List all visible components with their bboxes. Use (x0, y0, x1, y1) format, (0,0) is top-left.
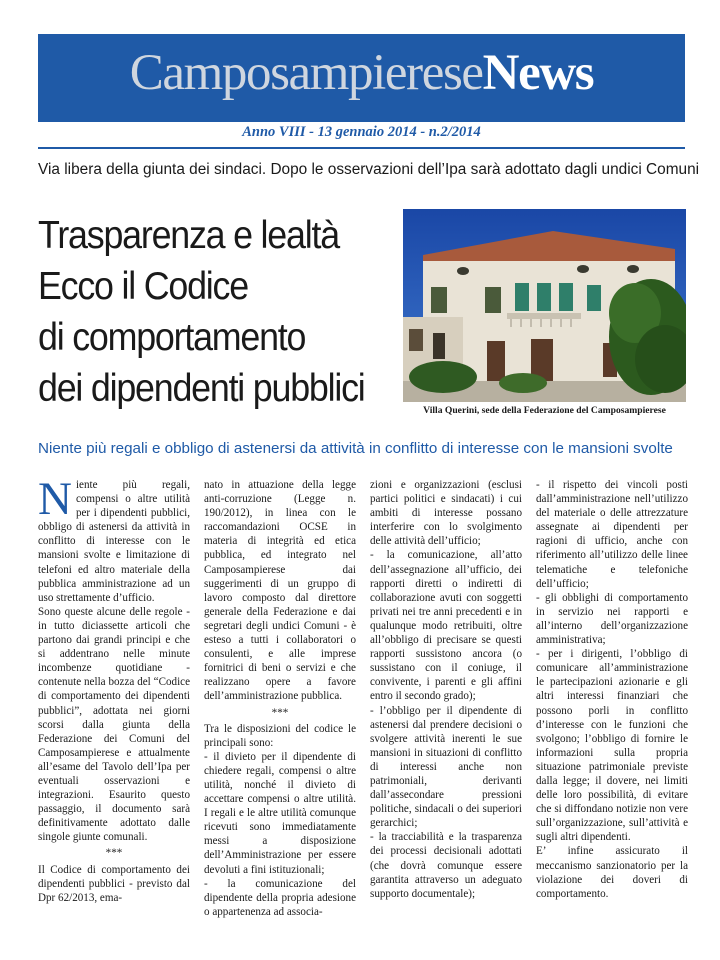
masthead-divider (38, 147, 685, 149)
headline-line-4: dei dipendenti pubblici (38, 367, 365, 410)
column-2-paragraph-1: nato in attuazione della legge anti-corruzione (Legge n. 190/2012), in linea con le raccomandazioni OCSE in materia di integrità ed etica pubblica, ed integrato nel Camposampierese dai suggerimenti di un gruppo di lavoro composto dal direttore generale della Federazione e dai segretari degli undici Comuni - è esteso a tutti i collaboratori o consulenti, e alle imprese fornitrici di beni o servizi e che realizzano opere a favore dell’amministrazione pubblica. (204, 479, 356, 703)
section-separator: *** (105, 847, 123, 860)
column-4-paragraph-3: - per i dirigenti, l’obbligo di comunicare all’amministrazione le partecipazioni azionarie e gli altri interessi finanziari che possono porli in conflitto d’interesse con le funzioni che svolgono; l’obbligo di fornire le informazioni sulla propria situazione patrimoniale previste dalla legge; il dovere, nei limiti delle loro possibilità, di evitare che si diffondano notizie non vere sull’organizzazione, sull’attività e sugli altri dipendenti. (536, 648, 688, 844)
villa-querini-photo (403, 209, 686, 402)
issue-date-line: Anno VIII - 13 gennaio 2014 - n.2/2014 (242, 124, 481, 140)
column-2-paragraph-2: Tra le disposizioni del codice le principali sono: (204, 722, 356, 749)
column-3-paragraph-2: - la comunicazione, all’atto dell’assegnazione all’ufficio, dei rapporti diretti o indiretti di collaborazione avuti con soggetti privati nei tre anni precedenti e in qualunque modo retribuiti, oltre all’obbligo di precisare se questi rapporti sussistono ancora (o sussistano con il coniuge, il convivente, i parenti e gli affini entro il secondo grado); (370, 549, 522, 703)
article-column-3 (370, 478, 522, 901)
column-3-paragraph-3: - l’obbligo per il dipendente di astenersi dal prendere decisioni o svolgere attività inerenti le sue mansioni in situazioni di conflitto di interessi anche non patrimoniali, derivanti dall’assecondare pressioni politiche, sindacali o dei superiori gerarchici; (370, 704, 522, 830)
article-column-4 (536, 478, 688, 901)
villa-photo-illustration (403, 209, 686, 402)
article-kicker: Via libera della giunta dei sindaci. Dopo le osservazioni dell’Ipa sarà adottato dagli undici Comuni (38, 161, 700, 178)
masthead-title (38, 42, 685, 104)
headline-line-1: Trasparenza e lealtà (38, 214, 339, 257)
masthead-banner (38, 34, 685, 122)
column-1-paragraph-1 (38, 473, 190, 605)
column-2-paragraph-4: - la comunicazione del dipendente della propria adesione o appartenenza ad associa- (204, 877, 356, 918)
headline-line-3: di comportamento (38, 316, 306, 359)
column-1-paragraph-2: Sono queste alcune delle regole - in tutto diciassette articoli che partono dai grandi principi e che si addentrano nelle minute incombenze quotidiane - contenute nella bozza del “Codice di comportamento dei dipendenti pubblici”, adottata nei giorni scorsi dalla giunta della Federazione dei Comuni del Camposampierese e attualmente all’esame del Tavolo dell’Ipa per eventuali osservazioni e integrazioni. Esaurito questo passaggio, il documento sarà definitivamente adottato dalle singole giunte comunali. (38, 605, 190, 844)
column-1-paragraph-1-text: iente più regali, compensi o altre utilità per i dipendenti pubblici, obbligo di astenersi da attività in conflitto di interesse con le mansioni svolte e limitazione di telefoni ed altro materiale della pubblica amministrazione ad un uso strettamente d’ufficio. (38, 479, 190, 604)
column-3-paragraph-1: zioni e organizzazioni (esclusi partici politici e sindacati) i cui ambiti di interesse possano interferire con lo svolgimento delle attività dell’ufficio; (370, 479, 522, 548)
headline-line-2: Ecco il Codice (38, 265, 248, 308)
column-4-paragraph-1: - il rispetto dei vincoli posti dall’amministrazione nell’utilizzo del materiale o delle attrezzature assegnate ai dipendenti per ragioni di ufficio, anche con riferimento all’utilizzo delle linee telematiche e telefoniche dell’ufficio; (536, 479, 688, 590)
article-column-2 (204, 478, 356, 919)
column-4-paragraph-2: - gli obblighi di comportamento in servizio nei rapporti e all’interno dell’organizzazione amministrativa; (536, 591, 688, 647)
article-column-1 (38, 473, 190, 905)
photo-caption: Villa Querini, sede della Federazione del Camposampierese (423, 405, 666, 416)
article-subhead: Niente più regali e obbligo di astenersi da attività in conflitto di interesse con le mansioni svolte (38, 440, 673, 457)
column-2-paragraph-3: - il divieto per il dipendente di chiedere regali, compensi o altre utilità, nonché il divieto di accettare compensi o altre utilità. I regali e le altre utilità comunque ricevuti sono immediatamente messi a disposizione dell’Amministrazione per essere devoluti a fini istituzionali; (204, 750, 356, 876)
drop-cap: N (38, 473, 72, 525)
column-1-paragraph-3: Il Codice di comportamento dei dipendenti pubblici - previsto dal Dpr 62/2013, ema- (38, 863, 190, 904)
section-separator: *** (271, 706, 289, 719)
masthead-title-camposampierese: Camposampierese (129, 45, 483, 101)
masthead-title-news: News (482, 45, 594, 101)
column-4-paragraph-4: E’ infine assicurato il meccanismo sanzionatorio per la violazione dei doveri di comportamento. (536, 845, 688, 900)
column-3-paragraph-4: - la tracciabilità e la trasparenza dei processi decisionali adottati (che dovrà comunque essere garantita attraverso un adeguato supporto documentale); (370, 831, 522, 900)
article-headline (38, 210, 373, 414)
